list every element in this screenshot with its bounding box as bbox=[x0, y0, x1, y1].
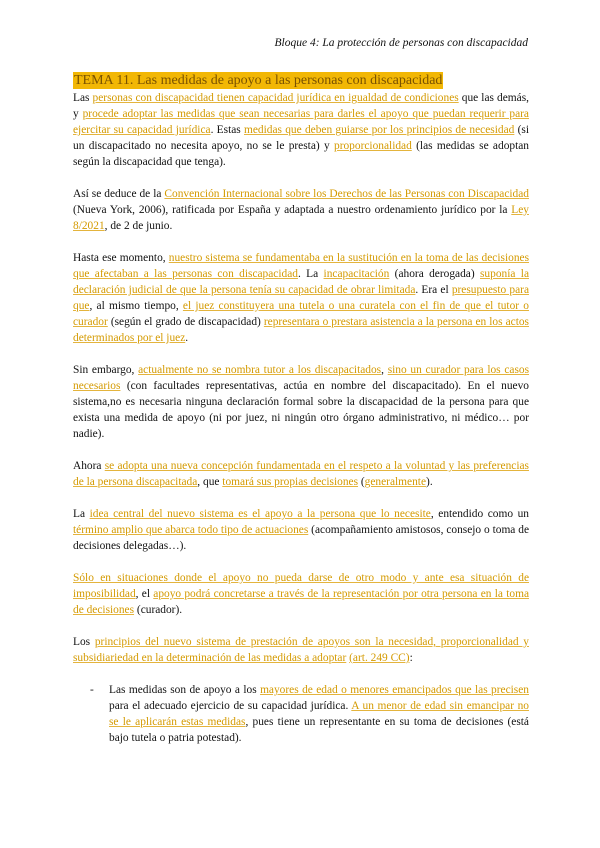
highlighted-text: representara o prestara asistencia a la persona en los actos determinados por el juez bbox=[73, 316, 529, 344]
paragraph bbox=[73, 250, 529, 346]
body-text: (Nueva York, 2006), ratificada por España y adaptada a nuestro ordenamiento jurídico por la bbox=[73, 204, 512, 216]
body-text: Las bbox=[73, 92, 93, 104]
paragraph bbox=[73, 506, 529, 554]
body-text: , bbox=[381, 364, 388, 376]
highlighted-text: generalmente bbox=[364, 476, 427, 488]
highlighted-text: tomará sus propias decisiones bbox=[222, 476, 359, 488]
body-text: , el bbox=[135, 588, 154, 600]
body-text: (las medidas se adoptan según la discapacidad que tenga). bbox=[73, 140, 529, 168]
highlighted-text: actualmente no se nombra tutor a los discapacitados bbox=[138, 364, 382, 376]
paragraph bbox=[73, 458, 529, 490]
bullet-list bbox=[73, 682, 529, 746]
paragraph bbox=[73, 634, 529, 666]
highlighted-text: el juez constituyera una tutela o una curatela con el fin de que el tutor o curador bbox=[73, 300, 529, 328]
highlighted-text: mayores de edad o menores emancipados que las precisen bbox=[260, 684, 529, 696]
highlighted-text: Sólo en situaciones donde el apoyo no pueda darse de otro modo y ante esa situación de imposibilidad bbox=[73, 572, 529, 600]
highlighted-text: sino un curador para los casos necesarios bbox=[73, 364, 530, 392]
paragraph bbox=[73, 362, 529, 442]
paragraph bbox=[73, 186, 529, 234]
body-text: , entendido como un bbox=[430, 508, 529, 520]
highlighted-text: incapacitación bbox=[323, 268, 390, 280]
highlighted-text: presupuesto para que bbox=[73, 284, 530, 312]
body-text: (acompañamiento amistosos, consejo o toma de decisiones delegadas…). bbox=[73, 524, 529, 552]
paragraphs bbox=[73, 90, 529, 666]
body-text: . bbox=[185, 332, 189, 344]
body-text: (con facultades representativas, actúa en nombre del discapacitado). En el nuevo sistema,no es necesaria ninguna declaración formal sobre la discapacidad de la persona para que exista una medida de apoyo (ni por juez, ni ningún otro órgano administrativo, ni médico… por nadie). bbox=[73, 380, 529, 440]
highlighted-text: A un menor de edad sin emancipar no se le aplicarán estas medidas bbox=[109, 700, 529, 728]
bullet-marker: - bbox=[90, 684, 94, 696]
paragraph bbox=[73, 90, 529, 170]
list-item bbox=[73, 682, 529, 746]
highlighted-text: Convención Internacional sobre los Derechos de las Personas con Discapacidad bbox=[164, 188, 529, 200]
highlighted-text: nuestro sistema se fundamentaba en la sustitución en la toma de las decisiones que afectaban a las personas con discapacidad bbox=[73, 252, 529, 280]
body-text: , al mismo tiempo, bbox=[89, 300, 183, 312]
body-text: , pues tiene un representante en su toma de decisiones (está bajo tutela o patria potestad). bbox=[109, 716, 529, 744]
body-text: : bbox=[409, 652, 413, 664]
body-text: Las medidas son de apoyo a los bbox=[109, 684, 261, 696]
paragraph bbox=[73, 570, 529, 618]
body-text: . Estas bbox=[210, 124, 244, 136]
body-text: Así se deduce de la bbox=[73, 188, 165, 200]
highlighted-text: se adopta una nueva concepción fundamentada en el respeto a la voluntad y las preferencias de la persona discapacitada bbox=[73, 460, 529, 488]
body-text: . Era el bbox=[415, 284, 452, 296]
highlighted-text: principios del nuevo sistema de prestación de apoyos son la necesidad, proporcionalidad y subsidiariedad en la determinación de las medidas a adoptar bbox=[73, 636, 530, 664]
body-text: Sin embargo, bbox=[73, 364, 139, 376]
highlighted-text: procede adoptar las medidas que sean necesarias para darles el apoyo que puedan requerir para ejercitar su capacidad jurídica bbox=[73, 108, 529, 136]
body-text: (ahora derogada) bbox=[389, 268, 480, 280]
body-text: que las demás, y bbox=[73, 92, 529, 120]
document-body bbox=[73, 72, 529, 746]
body-text: ). bbox=[426, 476, 433, 488]
highlighted-text: (art. 249 CC) bbox=[349, 652, 410, 664]
highlighted-text: apoyo podrá concretarse a través de la representación por otra persona en la toma de decisiones bbox=[73, 588, 530, 616]
body-text: para el adecuado ejercicio de su capacidad jurídica. bbox=[109, 700, 352, 712]
highlighted-text: Ley 8/2021 bbox=[73, 204, 529, 232]
body-text: , de 2 de junio. bbox=[104, 220, 173, 232]
page-header: Bloque 4: La protección de personas con discapacidad bbox=[274, 37, 528, 49]
body-text: (si un discapacitado no necesita apoyo, no se le presta) y bbox=[73, 124, 530, 152]
body-text: Ahora bbox=[73, 460, 105, 472]
body-text: , que bbox=[197, 476, 223, 488]
body-text: Los bbox=[73, 636, 95, 648]
body-text: (curador). bbox=[134, 604, 183, 616]
section-title: TEMA 11. Las medidas de apoyo a las personas con discapacidad bbox=[74, 73, 443, 88]
highlighted-text: idea central del nuevo sistema es el apoyo a la persona que lo necesite bbox=[89, 508, 431, 520]
highlighted-text: término amplio que abarca todo tipo de actuaciones bbox=[73, 524, 309, 536]
highlighted-text: suponía la declaración judicial de que la persona tenía su capacidad de obrar limitada bbox=[73, 268, 529, 296]
highlighted-text: medidas que deben guiarse por los principios de necesidad bbox=[244, 124, 515, 136]
body-text: (según el grado de discapacidad) bbox=[107, 316, 264, 328]
body-text: La bbox=[73, 508, 90, 520]
body-text: ( bbox=[358, 476, 365, 488]
body-text: Hasta ese momento, bbox=[73, 252, 169, 264]
body-text: . La bbox=[297, 268, 324, 280]
highlighted-text: proporcionalidad bbox=[334, 140, 412, 152]
highlighted-text: personas con discapacidad tienen capacidad jurídica en igualdad de condiciones bbox=[92, 92, 459, 104]
